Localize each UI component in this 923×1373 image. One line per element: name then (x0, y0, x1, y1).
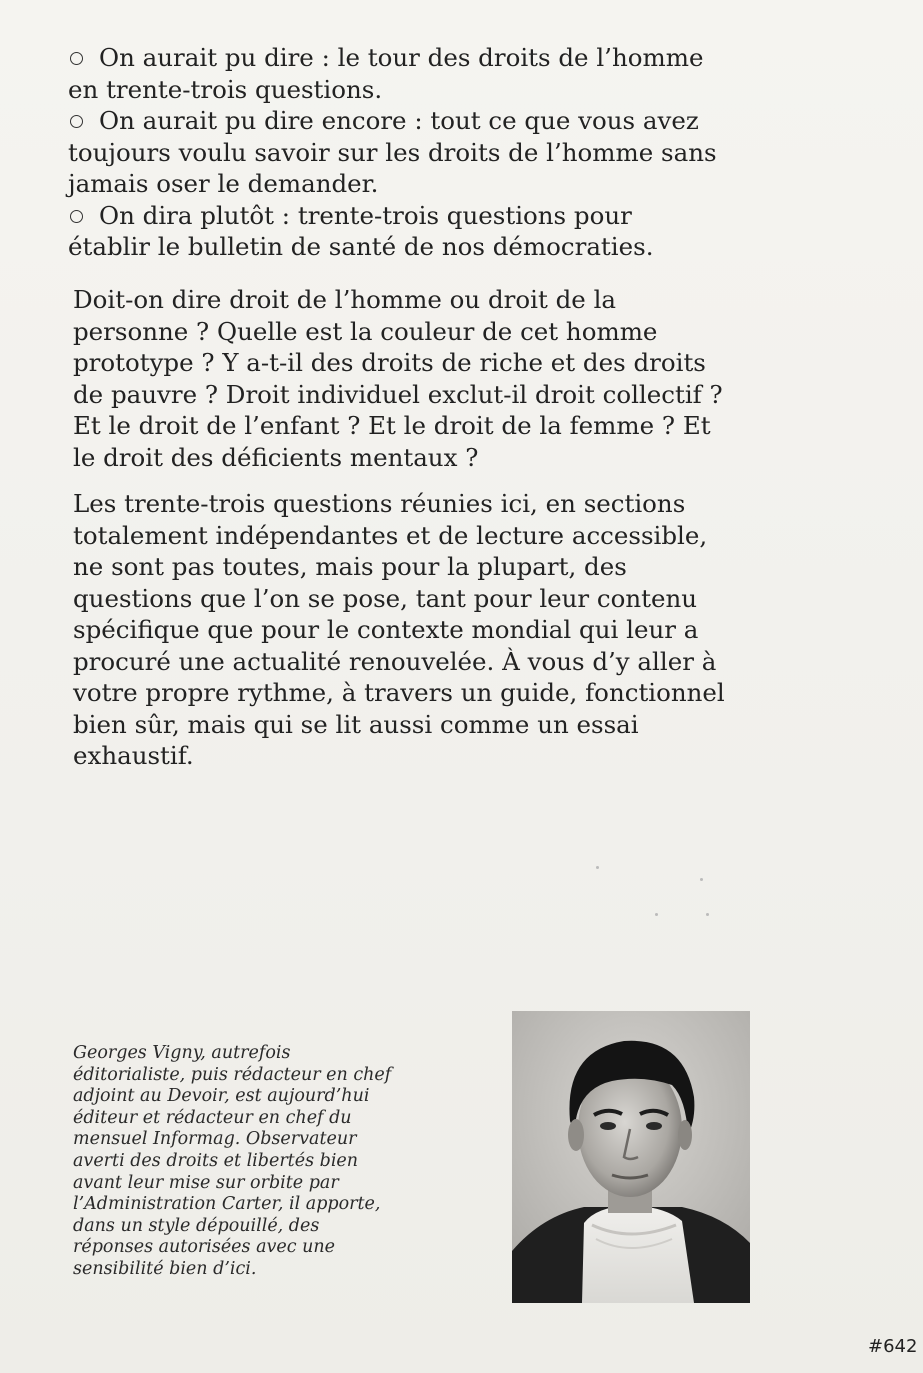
paragraph-description: Les trente-trois questions réunies ici, en sections totalement indépendantes et de lecture accessible, ne sont pas toutes, mais pour la plupart, des questions que l’on se pose, tant pour leur contenu spécifique que pour le contexte mondial qui leur a procuré une actualité renouvelée. À vous d’y aller à votre propre rythme, à travers un guide, fonctionnel bien sûr, mais qui se lit aussi comme un essai exhaustif. (73, 489, 725, 770)
author-bio: Georges Vigny, autrefois éditorialiste, puis rédacteur en chef adjoint au Devoir, est aujourd’hui éditeur et rédacteur en chef du mensuel Informag. Observateur averti des droits et libertés bien avant leur mise sur orbite par l’Administration Carter, il apporte, dans un style dépouillé, des réponses autorisées avec une sensibilité bien d’ici. (73, 1043, 392, 1279)
bullet-item: On aurait pu dire encore : tout ce que vous avez toujours voulu savoir sur les droits de l’homme sans jamais oser le demander. (68, 106, 717, 198)
catalog-number: #642 (868, 1336, 918, 1357)
bullet-item: On dira plutôt : trente-trois questions pour établir le bulletin de santé de nos démocraties. (68, 200, 654, 261)
circle-bullet-icon (70, 115, 83, 128)
author-photo (512, 1011, 750, 1303)
bullet-list (68, 42, 848, 263)
print-speck (700, 878, 703, 881)
circle-bullet-icon (70, 52, 83, 65)
paragraph-questions: Doit-on dire droit de l’homme ou droit de la personne ? Quelle est la couleur de cet homme prototype ? Y a-t-il des droits de riche et des droits de pauvre ? Droit individuel exclut-il droit collectif ? Et le droit de l’enfant ? Et le droit de la femme ? Et le droit des déficients mentaux ? (73, 285, 723, 472)
print-speck (655, 913, 658, 916)
print-speck (706, 913, 709, 916)
circle-bullet-icon (70, 210, 83, 223)
print-speck (596, 866, 599, 869)
bullet-item: On aurait pu dire : le tour des droits de l’homme en trente-trois questions. (68, 43, 704, 104)
